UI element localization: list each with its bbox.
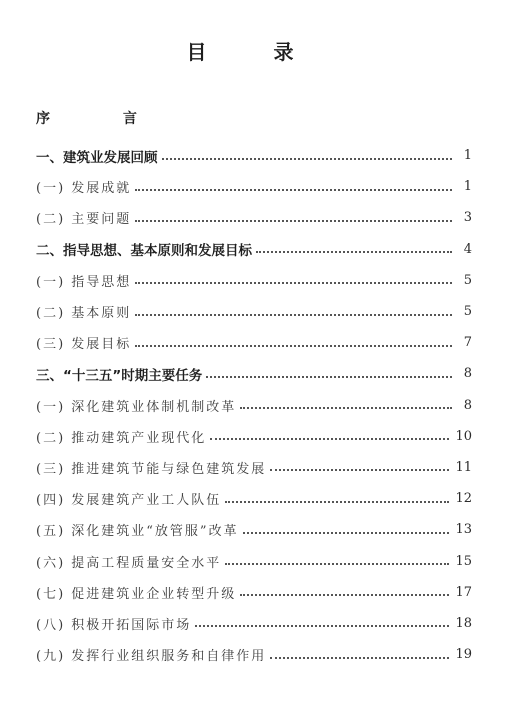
toc-subsection-entry[interactable] bbox=[36, 265, 472, 296]
preface-heading: 序 言 bbox=[36, 111, 171, 127]
toc-page-number: 3 bbox=[463, 210, 472, 226]
toc-page-number: 1 bbox=[463, 148, 472, 164]
toc-entry-label: (七) 促进建筑业企业转型升级 bbox=[36, 586, 237, 602]
toc-subsection-entry[interactable] bbox=[36, 483, 472, 514]
toc-entry-label: (一) 深化建筑业体制机制改革 bbox=[36, 399, 237, 415]
toc-subsection-entry[interactable] bbox=[36, 327, 472, 358]
dot-leader bbox=[243, 532, 450, 534]
toc-subsection-entry[interactable] bbox=[36, 421, 472, 452]
dot-leader bbox=[135, 345, 452, 347]
toc-entry-label: 一、建筑业发展回顾 bbox=[36, 149, 158, 166]
toc-page-number: 10 bbox=[455, 428, 472, 444]
toc-subsection-entry[interactable] bbox=[36, 577, 472, 608]
dot-leader bbox=[270, 469, 449, 471]
toc-page-number: 18 bbox=[455, 615, 472, 631]
toc-page-number: 15 bbox=[455, 553, 472, 569]
dot-leader bbox=[135, 314, 452, 316]
page-title: 目 录 bbox=[186, 40, 324, 64]
toc-entry-label: (二) 主要问题 bbox=[36, 212, 132, 228]
toc-entry-label: (五) 深化建筑业“放管服”改革 bbox=[36, 524, 239, 540]
toc-page-number: 17 bbox=[455, 584, 472, 600]
dot-leader bbox=[240, 407, 452, 409]
toc-entry-label: (三) 推进建筑节能与绿色建筑发展 bbox=[36, 461, 267, 477]
toc-page-number: 19 bbox=[455, 647, 472, 663]
toc-entry-label: (一) 指导思想 bbox=[36, 274, 132, 290]
toc-subsection-entry[interactable] bbox=[36, 296, 472, 327]
toc-subsection-entry[interactable] bbox=[36, 171, 472, 202]
toc-page-number: 1 bbox=[463, 179, 472, 195]
toc-entry-label: (二) 基本原则 bbox=[36, 306, 132, 322]
dot-leader bbox=[135, 220, 452, 222]
toc-page-number: 8 bbox=[463, 397, 472, 413]
toc-subsection-entry[interactable] bbox=[36, 202, 472, 233]
toc-section-entry[interactable] bbox=[36, 140, 472, 171]
dot-leader bbox=[225, 563, 449, 565]
dot-leader bbox=[210, 438, 449, 440]
dot-leader bbox=[206, 376, 452, 378]
dot-leader bbox=[195, 625, 449, 627]
toc-entry-label: (一) 发展成就 bbox=[36, 181, 132, 197]
dot-leader bbox=[240, 594, 449, 596]
toc-entry-label: 三、“十三五”时期主要任务 bbox=[36, 367, 203, 384]
toc-page-number: 12 bbox=[455, 491, 472, 507]
toc-entry-label: (三) 发展目标 bbox=[36, 337, 132, 353]
dot-leader bbox=[162, 158, 453, 160]
toc-entry-label: (八) 积极开拓国际市场 bbox=[36, 617, 192, 633]
toc-page-number: 4 bbox=[463, 241, 472, 257]
dot-leader bbox=[270, 657, 449, 659]
toc-page-number: 7 bbox=[463, 335, 472, 351]
dot-leader bbox=[225, 501, 449, 503]
toc-page-number: 11 bbox=[455, 459, 472, 475]
toc-section-entry[interactable] bbox=[36, 358, 472, 389]
toc-page-number: 5 bbox=[463, 304, 472, 320]
toc-entry-label: 二、指导思想、基本原则和发展目标 bbox=[36, 243, 252, 260]
toc-subsection-entry[interactable] bbox=[36, 452, 472, 483]
toc-subsection-entry[interactable] bbox=[36, 545, 472, 576]
dot-leader bbox=[135, 282, 452, 284]
toc-entry-label: (六) 提高工程质量安全水平 bbox=[36, 555, 222, 571]
toc-subsection-entry[interactable] bbox=[36, 514, 472, 545]
toc-subsection-entry[interactable] bbox=[36, 639, 472, 670]
toc-page-number: 8 bbox=[463, 366, 472, 382]
toc-entry-label: (二) 推动建筑产业现代化 bbox=[36, 430, 207, 446]
table-of-contents bbox=[36, 140, 472, 670]
toc-section-entry[interactable] bbox=[36, 234, 472, 265]
toc-page-number: 5 bbox=[463, 272, 472, 288]
toc-page-number: 13 bbox=[455, 522, 472, 538]
toc-subsection-entry[interactable] bbox=[36, 390, 472, 421]
dot-leader bbox=[256, 251, 452, 253]
dot-leader bbox=[135, 189, 452, 191]
toc-entry-label: (四) 发展建筑产业工人队伍 bbox=[36, 493, 222, 509]
toc-entry-label: (九) 发挥行业组织服务和自律作用 bbox=[36, 649, 267, 665]
toc-subsection-entry[interactable] bbox=[36, 608, 472, 639]
